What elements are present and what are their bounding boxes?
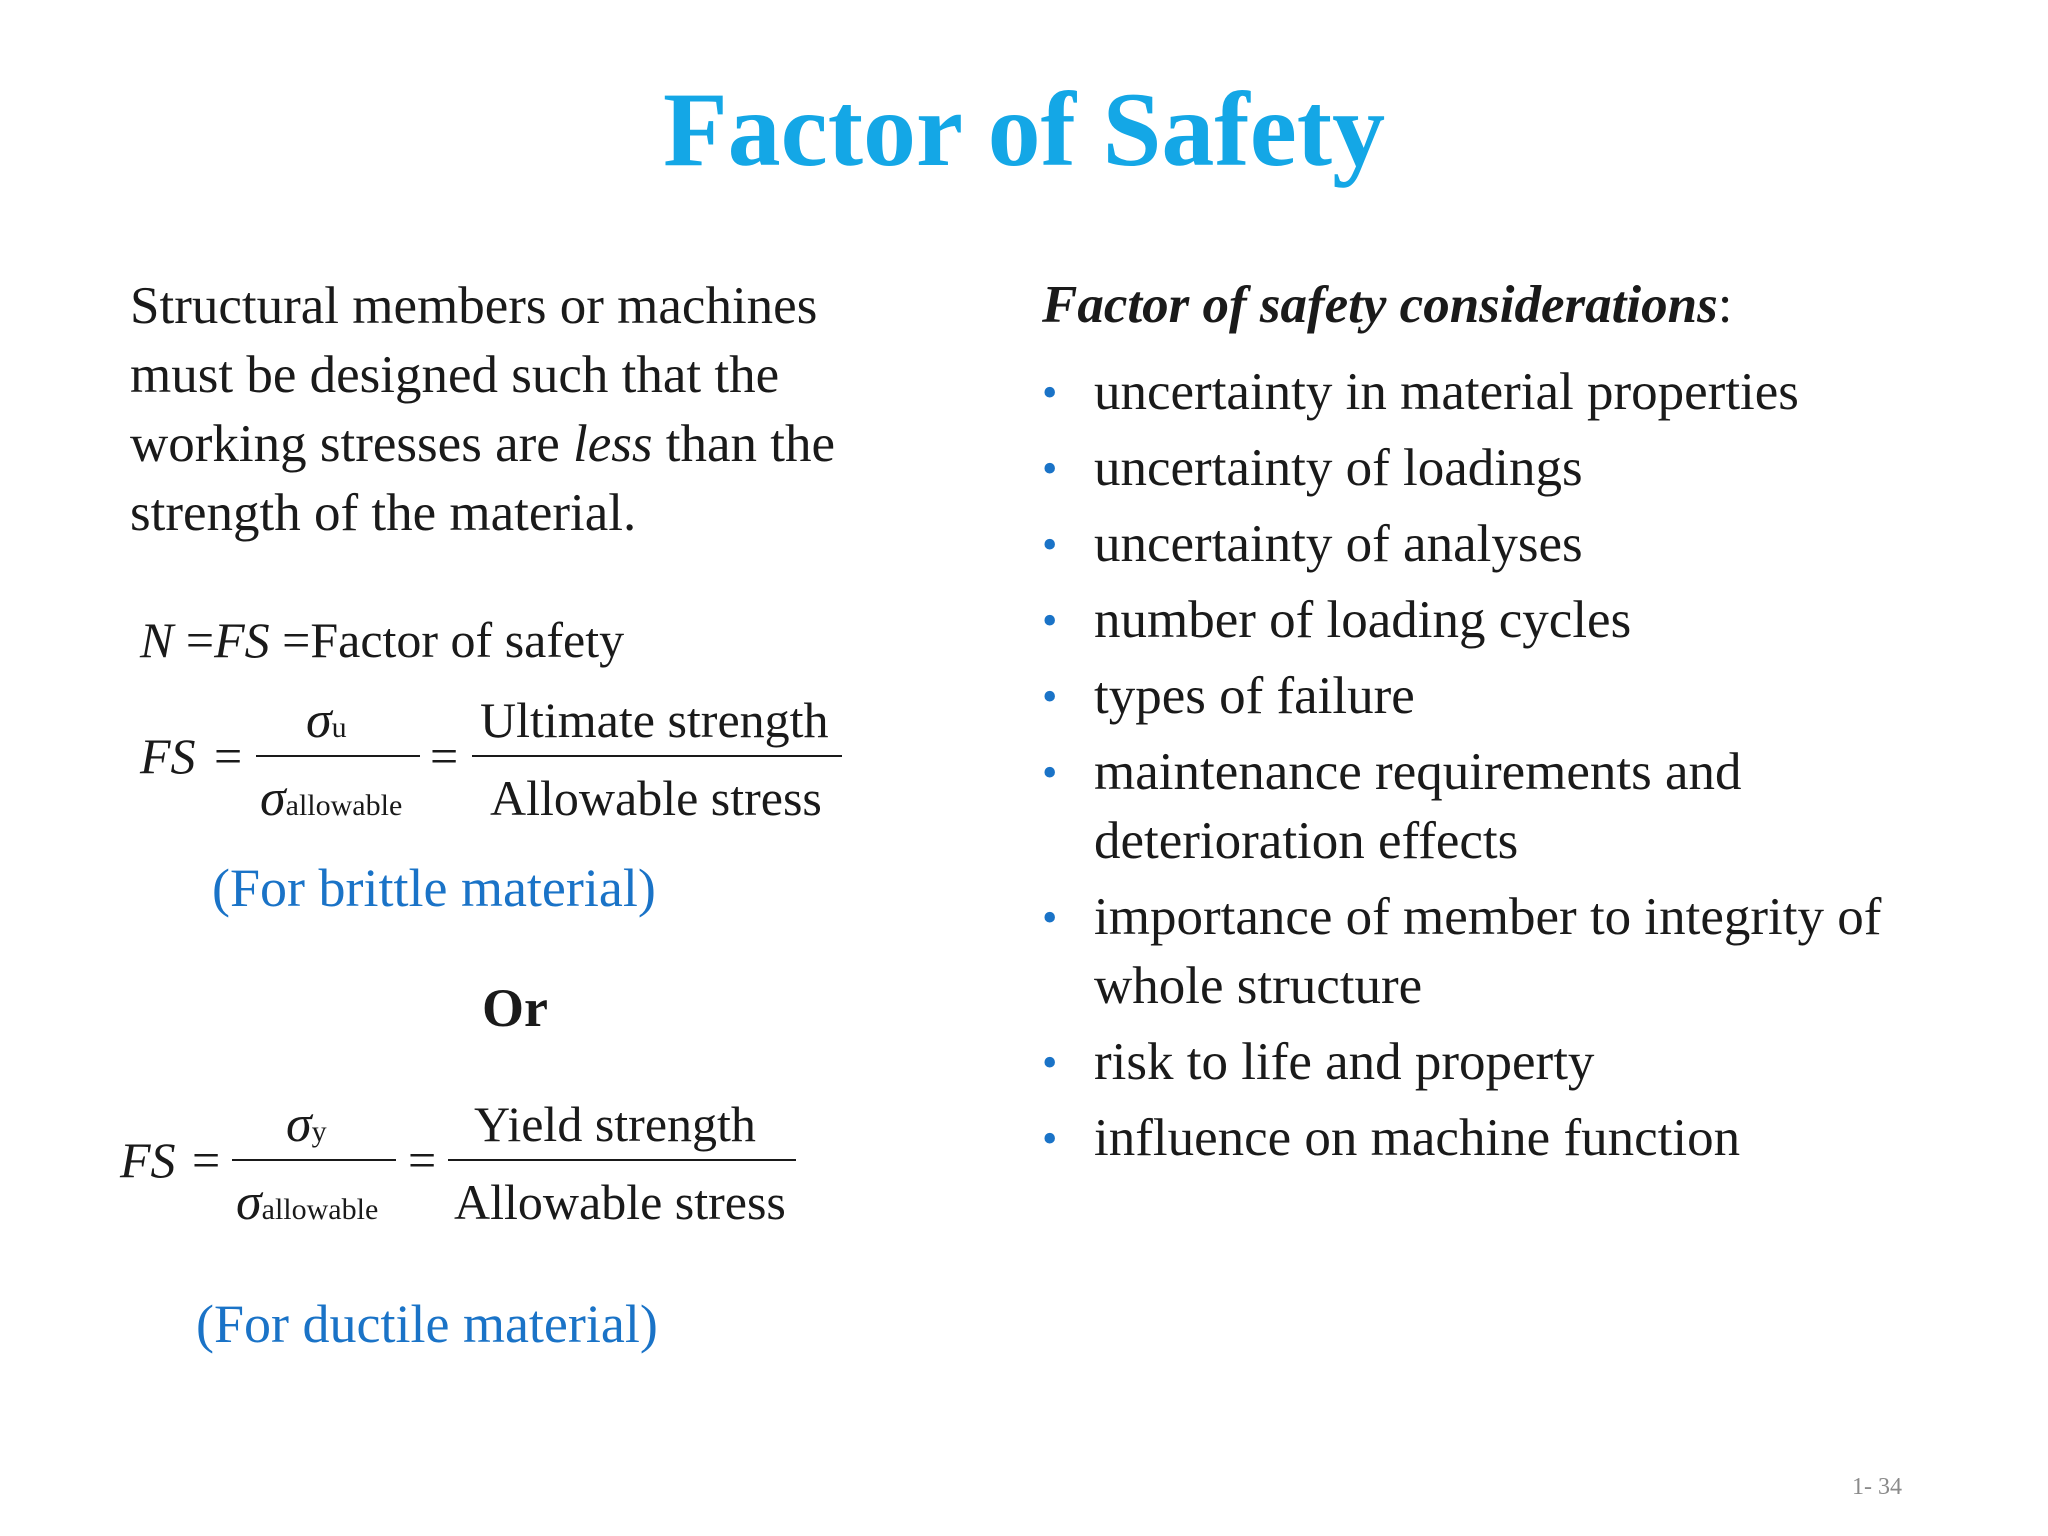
formula2-sigma-numerator: σy <box>286 1096 327 1153</box>
def-FS-symbol: FS <box>214 612 270 668</box>
considerations-heading-text: Factor of safety considerations <box>1042 276 1718 334</box>
considerations-heading <box>1042 272 1732 338</box>
formula2-equals-1: = <box>192 1132 221 1188</box>
list-item-text: uncertainty of analyses <box>1094 515 1583 573</box>
formula1-word-denominator: Allowable stress <box>490 770 822 826</box>
list-item-text: importance of member to integrity of whole structure <box>1094 888 1882 1015</box>
definition-equation <box>140 610 624 670</box>
list-item-text: uncertainty of loadings <box>1094 439 1583 497</box>
intro-text-after: than the strength of the material. <box>130 415 836 542</box>
formula1-equals-2: = <box>430 728 459 784</box>
formula1-lhs: FS <box>140 728 196 784</box>
formula1-word-numerator: Ultimate strength <box>480 692 829 748</box>
list-item-text: influence on machine function <box>1094 1109 1741 1167</box>
list-item <box>1042 586 2002 655</box>
formula1-fraction-bar-2 <box>472 755 842 757</box>
bullet-icon: • <box>1042 368 1058 417</box>
formula2-lhs: FS <box>120 1132 176 1188</box>
intro-text-emphasis: less <box>573 415 653 473</box>
formula1-sigma-numerator: σu <box>306 692 347 749</box>
note-ductile: (For ductile material) <box>196 1294 658 1354</box>
list-item <box>1042 1028 2002 1097</box>
def-equals-2: = <box>282 612 311 668</box>
list-item <box>1042 1104 2002 1173</box>
list-item-text: maintenance requirements and deterioration effects <box>1094 743 1742 870</box>
list-item <box>1042 662 2002 731</box>
bullet-icon: • <box>1042 444 1058 493</box>
page-number: 1- 34 <box>1852 1474 1902 1500</box>
formula1-equals-1: = <box>214 728 243 784</box>
bullet-icon: • <box>1042 596 1058 645</box>
or-label: Or <box>482 978 548 1038</box>
formula2-equals-2: = <box>408 1132 437 1188</box>
formula2-word-denominator: Allowable stress <box>454 1174 786 1230</box>
list-item <box>1042 510 2002 579</box>
formula1-sub-u: u <box>331 711 347 744</box>
considerations-list <box>1042 358 2002 1180</box>
intro-paragraph <box>130 272 930 548</box>
bullet-icon: • <box>1042 748 1058 797</box>
formula2-word-numerator: Yield strength <box>474 1096 756 1152</box>
list-item <box>1042 738 2002 876</box>
bullet-icon: • <box>1042 893 1058 942</box>
list-item <box>1042 358 2002 427</box>
formula1-sigma-denominator: σallowable <box>260 770 403 827</box>
considerations-heading-colon: : <box>1717 276 1733 334</box>
list-item-text: number of loading cycles <box>1094 591 1632 649</box>
formula2-sigma-denominator: σallowable <box>236 1174 379 1231</box>
intro-text-before: Structural members or machines must be designed such that the working stresses are <box>130 277 818 473</box>
formula2-sub-y: y <box>311 1115 327 1148</box>
def-N-symbol: N <box>140 612 174 668</box>
bullet-icon: • <box>1042 1038 1058 1087</box>
def-equals-1: = <box>185 612 215 668</box>
note-brittle: (For brittle material) <box>212 858 656 918</box>
bullet-icon: • <box>1042 672 1058 721</box>
def-text: Factor of safety <box>310 612 625 668</box>
formula2-fraction-bar-2 <box>448 1159 796 1161</box>
formula1-sub-allowable: allowable <box>285 789 403 822</box>
formula1-fraction-bar-1 <box>256 755 420 757</box>
list-item-text: types of failure <box>1094 667 1415 725</box>
list-item-text: uncertainty in material properties <box>1094 363 1799 421</box>
list-item <box>1042 434 2002 503</box>
slide-title: Factor of Safety <box>662 71 1386 188</box>
bullet-icon: • <box>1042 1114 1058 1163</box>
list-item <box>1042 883 2002 1021</box>
list-item-text: risk to life and property <box>1094 1033 1595 1091</box>
bullet-icon: • <box>1042 520 1058 569</box>
formula2-fraction-bar-1 <box>232 1159 396 1161</box>
formula2-sub-allowable: allowable <box>261 1193 379 1226</box>
